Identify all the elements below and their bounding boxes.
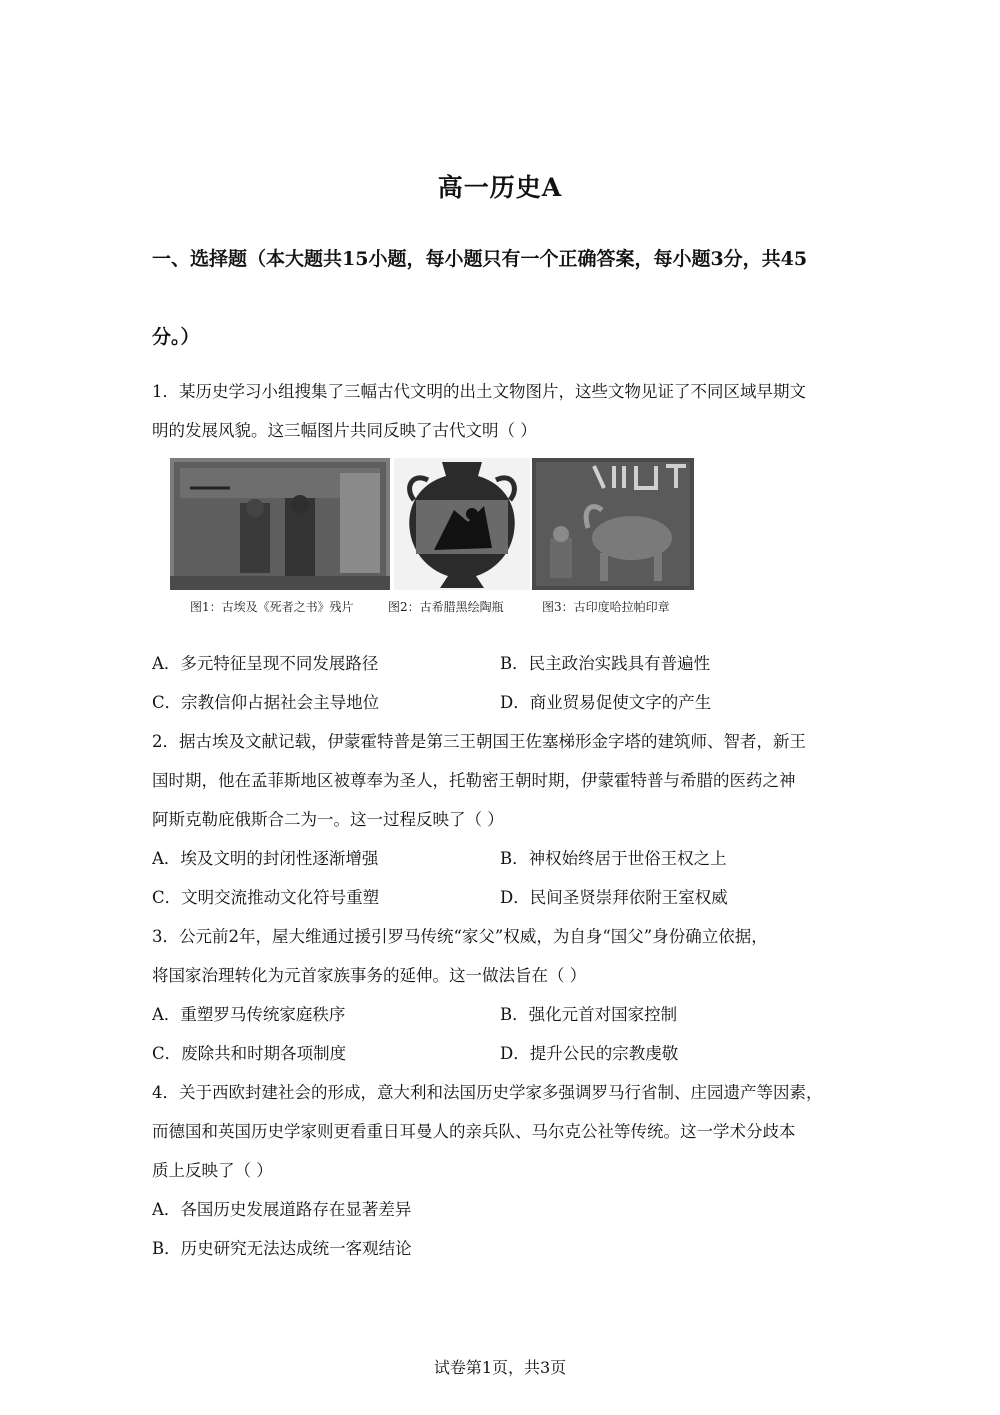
q2-stem-line1: 2．据古埃及文献记载，伊蒙霍特普是第三王朝国王佐塞梯形金字塔的建筑师、智者，新王 [152, 732, 806, 751]
q1-figure [170, 458, 694, 618]
q1-stem-line1: 1．某历史学习小组搜集了三幅古代文明的出土文物图片，这些文物见证了不同区域早期文 [152, 382, 806, 401]
greek-black-figure-vase-image [394, 458, 530, 590]
q1-option-b: B．民主政治实践具有普遍性 [500, 654, 711, 673]
figure3-caption: 图3：古印度哈拉帕印章 [542, 600, 670, 614]
page-footer: 试卷第1页，共3页 [433, 1358, 567, 1377]
q4-stem-line1: 4．关于西欧封建社会的形成，意大利和法国历史学家多强调罗马行省制、庄园遗产等因素， [152, 1083, 823, 1102]
q1-stem-line2: 明的发展风貌。这三幅图片共同反映了古代文明（ ） [152, 421, 537, 440]
figure2-caption: 图2：古希腊黑绘陶瓶 [388, 600, 504, 614]
q4-option-b: B．历史研究无法达成统一客观结论 [152, 1239, 412, 1258]
q3-stem-line1: 3．公元前2年，屋大维通过援引罗马传统“家父”权威，为自身“国父”身份确立依据， [152, 927, 768, 946]
q4-stem-line2: 而德国和英国历史学家则更看重日耳曼人的亲兵队、马尔克公社等传统。这一学术分歧本 [152, 1122, 796, 1141]
q3-option-a: A．重塑罗马传统家庭秩序 [152, 1005, 346, 1024]
q3-option-d: D．提升公民的宗教虔敬 [500, 1044, 679, 1063]
q4-stem-line3: 质上反映了（ ） [152, 1161, 273, 1180]
q2-option-d: D．民间圣贤崇拜依附王室权威 [500, 888, 728, 907]
section-heading-line2: 分。） [152, 326, 200, 348]
section-heading-line1: 一、选择题（本大题共15小题，每小题只有一个正确答案，每小题3分，共45 [152, 248, 808, 270]
figure1-caption: 图1：古埃及《死者之书》残片 [190, 600, 354, 614]
q2-stem-line3: 阿斯克勒庇俄斯合二为一。这一过程反映了（ ） [152, 810, 504, 829]
q4-option-a: A．各国历史发展道路存在显著差异 [152, 1200, 412, 1219]
q2-option-c: C．文明交流推动文化符号重塑 [152, 888, 380, 907]
q3-option-b: B．强化元首对国家控制 [500, 1005, 678, 1024]
q1-option-c: C．宗教信仰占据社会主导地位 [152, 693, 380, 712]
q3-stem-line2: 将国家治理转化为元首家族事务的延伸。这一做法旨在（ ） [152, 966, 587, 985]
q1-option-a: A．多元特征呈现不同发展路径 [152, 654, 379, 673]
book-of-dead-fragment-image [170, 458, 390, 590]
q2-stem-line2: 国时期，他在孟菲斯地区被尊奉为圣人，托勒密王朝时期，伊蒙霍特普与希腊的医药之神 [152, 771, 796, 790]
harappan-seal-image [532, 458, 694, 590]
q2-option-a: A．埃及文明的封闭性逐渐增强 [152, 849, 379, 868]
q3-option-c: C．废除共和时期各项制度 [152, 1044, 347, 1063]
q2-option-b: B．神权始终居于世俗王权之上 [500, 849, 727, 868]
page-title: 高一历史A [437, 173, 563, 202]
q1-option-d: D．商业贸易促使文字的产生 [500, 693, 712, 712]
